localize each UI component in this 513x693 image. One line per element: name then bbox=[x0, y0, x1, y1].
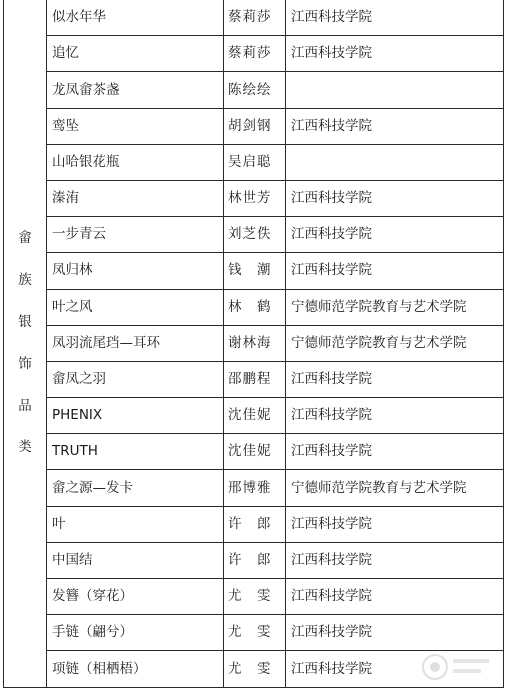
table-row bbox=[4, 542, 504, 578]
school-cell: 江西科技学院 bbox=[286, 651, 504, 687]
school-cell: 江西科技学院 bbox=[286, 615, 504, 651]
category-char: 类 bbox=[18, 439, 32, 456]
work-name-cell: 畲之源—发卡 bbox=[47, 470, 224, 506]
category-char: 品 bbox=[18, 397, 32, 414]
author-cell: 沈佳妮 bbox=[224, 434, 286, 470]
school-cell: 江西科技学院 bbox=[286, 506, 504, 542]
work-name-cell: 手链（翩兮） bbox=[47, 615, 224, 651]
award-list-table bbox=[3, 0, 504, 688]
category-cell bbox=[4, 0, 47, 687]
school-cell: 江西科技学院 bbox=[286, 36, 504, 72]
table-row bbox=[4, 361, 504, 397]
work-name-cell: 项链（相栖梧） bbox=[47, 651, 224, 687]
work-name-cell: 叶 bbox=[47, 506, 224, 542]
work-name-cell: 鸾坠 bbox=[47, 108, 224, 144]
table-row bbox=[4, 434, 504, 470]
category-char: 银 bbox=[18, 313, 32, 330]
table-row bbox=[4, 0, 504, 36]
table-row bbox=[4, 72, 504, 108]
table-body bbox=[4, 0, 504, 687]
author-cell: 邵鹏程 bbox=[224, 361, 286, 397]
school-cell: 江西科技学院 bbox=[286, 542, 504, 578]
work-name-cell: 溱洧 bbox=[47, 180, 224, 216]
school-cell: 江西科技学院 bbox=[286, 108, 504, 144]
work-name-cell: 追忆 bbox=[47, 36, 224, 72]
author-cell: 谢林海 bbox=[224, 325, 286, 361]
table-row bbox=[4, 36, 504, 72]
table-row bbox=[4, 108, 504, 144]
table-row bbox=[4, 289, 504, 325]
author-cell: 蔡莉莎 bbox=[224, 0, 286, 36]
work-name-cell: 叶之风 bbox=[47, 289, 224, 325]
school-cell: 江西科技学院 bbox=[286, 361, 504, 397]
school-cell: 宁德师范学院教育与艺术学院 bbox=[286, 289, 504, 325]
work-name-cell: 山哈银花瓶 bbox=[47, 144, 224, 180]
school-cell: 江西科技学院 bbox=[286, 180, 504, 216]
author-cell: 刘芝佚 bbox=[224, 217, 286, 253]
work-name-cell: PHENIX bbox=[47, 398, 224, 434]
school-cell: 宁德师范学院教育与艺术学院 bbox=[286, 470, 504, 506]
author-cell: 林世芳 bbox=[224, 180, 286, 216]
category-char: 族 bbox=[18, 272, 32, 289]
author-cell: 沈佳妮 bbox=[224, 398, 286, 434]
school-cell: 江西科技学院 bbox=[286, 0, 504, 36]
table-row bbox=[4, 398, 504, 434]
work-name-cell: TRUTH bbox=[47, 434, 224, 470]
author-cell: 蔡莉莎 bbox=[224, 36, 286, 72]
table-row bbox=[4, 217, 504, 253]
author-cell: 尤 雯 bbox=[224, 615, 286, 651]
school-cell bbox=[286, 144, 504, 180]
watermark-icon bbox=[415, 647, 495, 687]
table-row bbox=[4, 180, 504, 216]
work-name-cell: 凤羽流尾珰—耳环 bbox=[47, 325, 224, 361]
work-name-cell: 龙凤畲茶盏 bbox=[47, 72, 224, 108]
work-name-cell: 凤归林 bbox=[47, 253, 224, 289]
work-name-cell: 畲凤之羽 bbox=[47, 361, 224, 397]
author-cell: 钱 潮 bbox=[224, 253, 286, 289]
author-cell: 尤 雯 bbox=[224, 651, 286, 687]
work-name-cell: 一步青云 bbox=[47, 217, 224, 253]
author-cell: 尤 雯 bbox=[224, 579, 286, 615]
author-cell: 陈绘绘 bbox=[224, 72, 286, 108]
table-row bbox=[4, 470, 504, 506]
table-row bbox=[4, 506, 504, 542]
school-cell: 江西科技学院 bbox=[286, 253, 504, 289]
work-name-cell: 中国结 bbox=[47, 542, 224, 578]
table-row bbox=[4, 144, 504, 180]
author-cell: 邢博雅 bbox=[224, 470, 286, 506]
school-cell bbox=[286, 72, 504, 108]
table-row bbox=[4, 615, 504, 651]
school-cell: 宁德师范学院教育与艺术学院 bbox=[286, 325, 504, 361]
work-name-cell: 似水年华 bbox=[47, 0, 224, 36]
author-cell: 胡剑钢 bbox=[224, 108, 286, 144]
author-cell: 林 鹤 bbox=[224, 289, 286, 325]
school-cell: 江西科技学院 bbox=[286, 579, 504, 615]
author-cell: 许 郎 bbox=[224, 542, 286, 578]
category-char: 饰 bbox=[18, 355, 32, 372]
category-char: 畲 bbox=[18, 230, 32, 247]
table-row bbox=[4, 325, 504, 361]
school-cell: 江西科技学院 bbox=[286, 434, 504, 470]
award-list-table-wrapper bbox=[3, 0, 503, 688]
table-row bbox=[4, 253, 504, 289]
school-cell: 江西科技学院 bbox=[286, 217, 504, 253]
work-name-cell: 发簪（穿花） bbox=[47, 579, 224, 615]
table-row bbox=[4, 579, 504, 615]
author-cell: 吴启聪 bbox=[224, 144, 286, 180]
school-cell: 江西科技学院 bbox=[286, 398, 504, 434]
author-cell: 许 郎 bbox=[224, 506, 286, 542]
